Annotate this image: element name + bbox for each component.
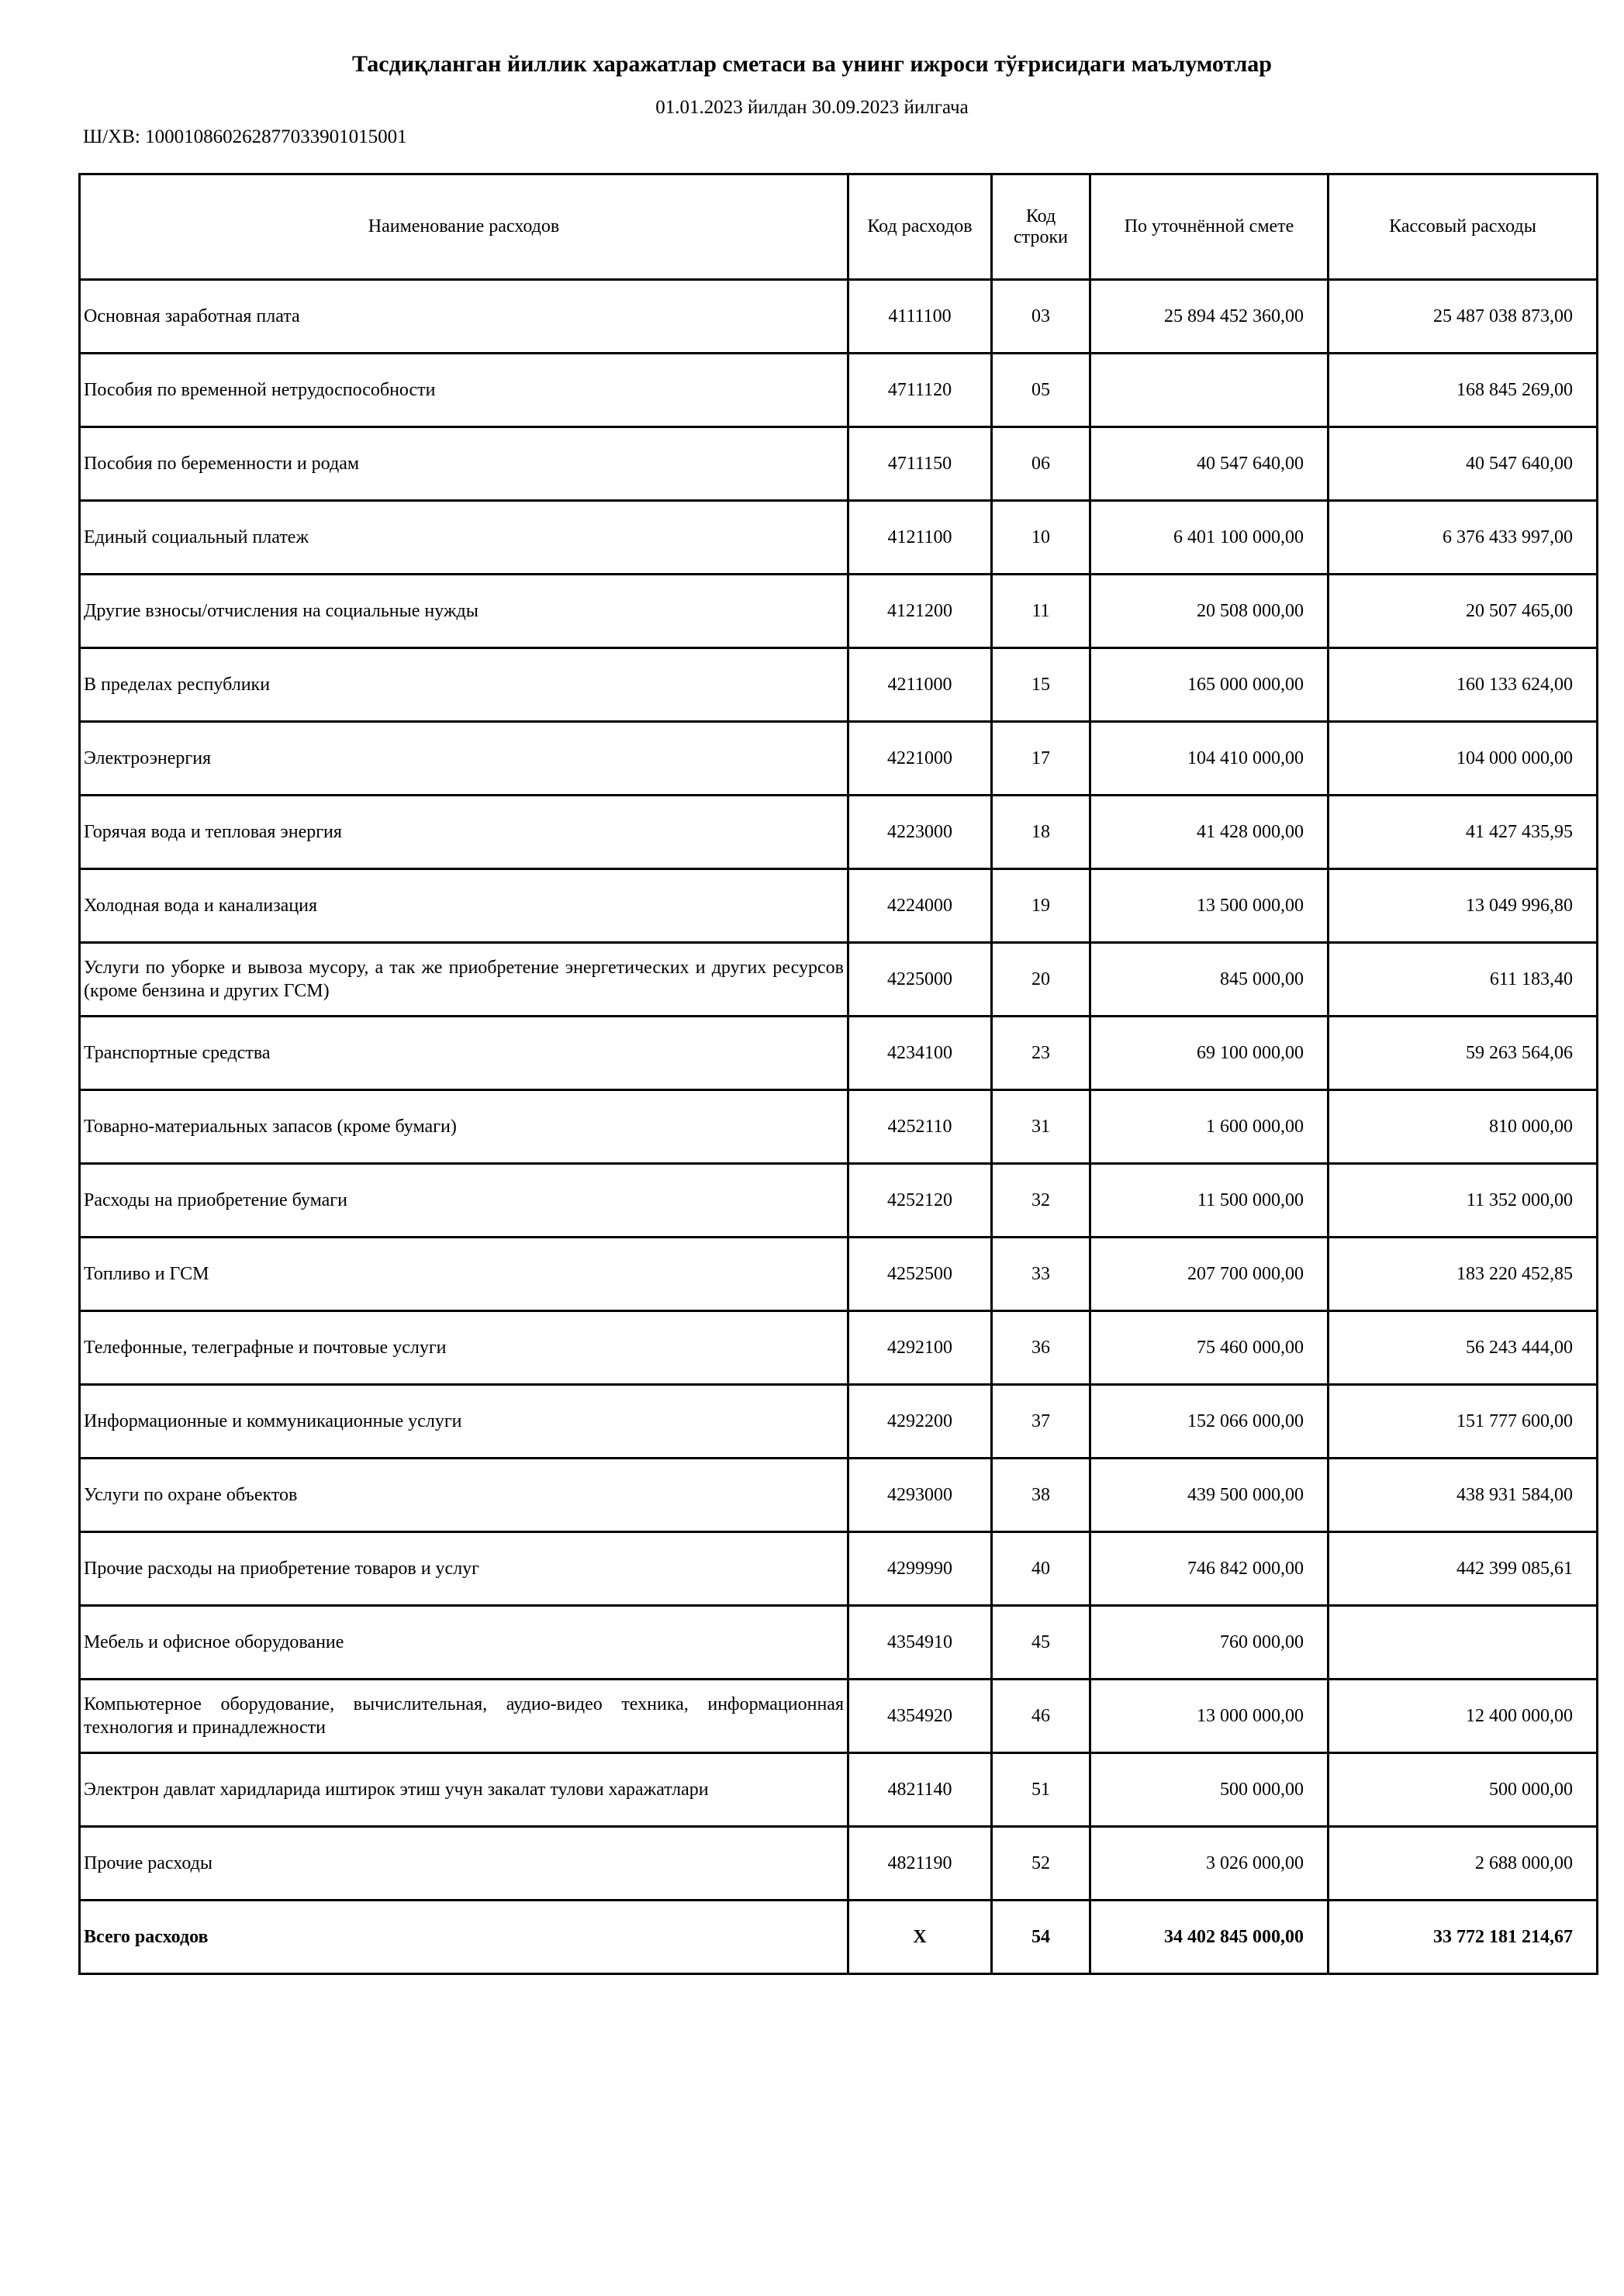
table-row bbox=[80, 575, 1598, 648]
expense-name-cell: Пособия по беременности и родам bbox=[80, 427, 848, 501]
cash-amount-cell: 20 507 465,00 bbox=[1329, 575, 1598, 648]
planned-amount-cell: 104 410 000,00 bbox=[1090, 722, 1329, 796]
table-row bbox=[80, 501, 1598, 575]
planned-amount-cell: 6 401 100 000,00 bbox=[1090, 501, 1329, 575]
planned-amount-cell: 41 428 000,00 bbox=[1090, 796, 1329, 869]
table-row bbox=[80, 1238, 1598, 1311]
expense-name-cell: Электрон давлат харидларида иштирок этиш учун закалат тулови харажатлари bbox=[80, 1753, 848, 1827]
expense-name-cell: Информационные и коммуникационные услуги bbox=[80, 1385, 848, 1459]
planned-amount-cell: 165 000 000,00 bbox=[1090, 648, 1329, 722]
line-code-cell: 11 bbox=[992, 575, 1090, 648]
planned-amount-cell: 152 066 000,00 bbox=[1090, 1385, 1329, 1459]
line-code-cell: 23 bbox=[992, 1017, 1090, 1090]
table-row bbox=[80, 722, 1598, 796]
cash-amount-cell: 183 220 452,85 bbox=[1329, 1238, 1598, 1311]
expense-name-cell: Товарно-материальных запасов (кроме бумаги) bbox=[80, 1090, 848, 1164]
expense-name-cell: Другие взносы/отчисления на социальные нужды bbox=[80, 575, 848, 648]
cash-amount-cell: 500 000,00 bbox=[1329, 1753, 1598, 1827]
expense-code-cell: 4252110 bbox=[848, 1090, 992, 1164]
line-code-cell: 46 bbox=[992, 1680, 1090, 1753]
line-code-cell: 36 bbox=[992, 1311, 1090, 1385]
planned-amount-cell: 13 000 000,00 bbox=[1090, 1680, 1329, 1753]
line-code-cell: 40 bbox=[992, 1532, 1090, 1606]
cash-amount-cell: 160 133 624,00 bbox=[1329, 648, 1598, 722]
line-code-cell: 51 bbox=[992, 1753, 1090, 1827]
expense-code-cell: 4111100 bbox=[848, 280, 992, 354]
line-code-cell: 10 bbox=[992, 501, 1090, 575]
header-name: Наименование расходов bbox=[80, 174, 848, 280]
table-row bbox=[80, 1311, 1598, 1385]
line-code-cell: 52 bbox=[992, 1827, 1090, 1901]
table-row bbox=[80, 1459, 1598, 1532]
expense-code-cell: 4292200 bbox=[848, 1385, 992, 1459]
expense-name-cell: Топливо и ГСМ bbox=[80, 1238, 848, 1311]
expense-code-cell: 4225000 bbox=[848, 943, 992, 1017]
planned-amount-cell: 20 508 000,00 bbox=[1090, 575, 1329, 648]
planned-amount-cell: 13 500 000,00 bbox=[1090, 869, 1329, 943]
line-code-cell: 33 bbox=[992, 1238, 1090, 1311]
cash-amount-cell: 6 376 433 997,00 bbox=[1329, 501, 1598, 575]
cash-amount-cell: 168 845 269,00 bbox=[1329, 354, 1598, 427]
cash-amount-cell: 13 049 996,80 bbox=[1329, 869, 1598, 943]
expense-code-cell: 4221000 bbox=[848, 722, 992, 796]
cash-amount-cell: 11 352 000,00 bbox=[1329, 1164, 1598, 1238]
planned-amount-cell: 11 500 000,00 bbox=[1090, 1164, 1329, 1238]
expense-name-cell: Всего расходов bbox=[80, 1901, 848, 1974]
expense-code-cell: 4711120 bbox=[848, 354, 992, 427]
expense-code-cell: 4252500 bbox=[848, 1238, 992, 1311]
expense-name-cell: Прочие расходы на приобретение товаров и услуг bbox=[80, 1532, 848, 1606]
expense-code-cell: 4821190 bbox=[848, 1827, 992, 1901]
header-line-code-1: Код bbox=[1025, 205, 1056, 226]
report-period: 01.01.2023 йилдан 30.09.2023 йилгача bbox=[655, 97, 969, 118]
line-code-cell: 15 bbox=[992, 648, 1090, 722]
line-code-cell: 18 bbox=[992, 796, 1090, 869]
table-row bbox=[80, 648, 1598, 722]
line-code-cell: 03 bbox=[992, 280, 1090, 354]
table-row bbox=[80, 943, 1598, 1017]
cash-amount-cell bbox=[1329, 1606, 1598, 1680]
table-row bbox=[80, 427, 1598, 501]
planned-amount-cell: 439 500 000,00 bbox=[1090, 1459, 1329, 1532]
line-code-cell: 38 bbox=[992, 1459, 1090, 1532]
expense-name-cell: Единый социальный платеж bbox=[80, 501, 848, 575]
expenses-table bbox=[78, 173, 1598, 1975]
expense-code-cell: 4224000 bbox=[848, 869, 992, 943]
expense-code-cell: 4252120 bbox=[848, 1164, 992, 1238]
cash-amount-cell: 2 688 000,00 bbox=[1329, 1827, 1598, 1901]
planned-amount-cell: 1 600 000,00 bbox=[1090, 1090, 1329, 1164]
header-line-code bbox=[992, 174, 1090, 280]
line-code-cell: 45 bbox=[992, 1606, 1090, 1680]
expense-code-cell: 4711150 bbox=[848, 427, 992, 501]
table-row bbox=[80, 1164, 1598, 1238]
line-code-cell: 05 bbox=[992, 354, 1090, 427]
cash-amount-cell: 33 772 181 214,67 bbox=[1329, 1901, 1598, 1974]
line-code-cell: 17 bbox=[992, 722, 1090, 796]
table-row bbox=[80, 1532, 1598, 1606]
cash-amount-cell: 442 399 085,61 bbox=[1329, 1532, 1598, 1606]
table-row bbox=[80, 1680, 1598, 1753]
planned-amount-cell: 207 700 000,00 bbox=[1090, 1238, 1329, 1311]
table-row bbox=[80, 280, 1598, 354]
total-row bbox=[80, 1901, 1598, 1974]
cash-amount-cell: 104 000 000,00 bbox=[1329, 722, 1598, 796]
planned-amount-cell: 746 842 000,00 bbox=[1090, 1532, 1329, 1606]
cash-amount-cell: 611 183,40 bbox=[1329, 943, 1598, 1017]
cash-amount-cell: 56 243 444,00 bbox=[1329, 1311, 1598, 1385]
cash-amount-cell: 12 400 000,00 bbox=[1329, 1680, 1598, 1753]
expense-name-cell: Горячая вода и тепловая энергия bbox=[80, 796, 848, 869]
planned-amount-cell: 845 000,00 bbox=[1090, 943, 1329, 1017]
table-row bbox=[80, 869, 1598, 943]
line-code-cell: 06 bbox=[992, 427, 1090, 501]
document-title: Тасдиқланган йиллик харажатлар сметаси ва унинг ижроси тўғрисидаги маълумотлар bbox=[351, 51, 1272, 77]
header-line-code-2: строки bbox=[1014, 226, 1068, 247]
planned-amount-cell: 69 100 000,00 bbox=[1090, 1017, 1329, 1090]
cash-amount-cell: 25 487 038 873,00 bbox=[1329, 280, 1598, 354]
cash-amount-cell: 810 000,00 bbox=[1329, 1090, 1598, 1164]
expense-code-cell: 4234100 bbox=[848, 1017, 992, 1090]
expense-name-cell: Компьютерное оборудование, вычислительная, аудио-видео техника, информационная технология и принадлежности bbox=[80, 1680, 848, 1753]
table-header-row bbox=[80, 174, 1598, 280]
line-code-cell: 20 bbox=[992, 943, 1090, 1017]
expense-code-cell: 4121200 bbox=[848, 575, 992, 648]
expense-code-cell: 4121100 bbox=[848, 501, 992, 575]
expense-name-cell: Холодная вода и канализация bbox=[80, 869, 848, 943]
table-row bbox=[80, 1753, 1598, 1827]
expense-name-cell: В пределах республики bbox=[80, 648, 848, 722]
planned-amount-cell: 34 402 845 000,00 bbox=[1090, 1901, 1329, 1974]
expense-name-cell: Прочие расходы bbox=[80, 1827, 848, 1901]
expense-name-cell: Телефонные, телеграфные и почтовые услуги bbox=[80, 1311, 848, 1385]
expense-code-cell: 4821140 bbox=[848, 1753, 992, 1827]
expense-code-cell: 4211000 bbox=[848, 648, 992, 722]
expense-code-cell: X bbox=[848, 1901, 992, 1974]
planned-amount-cell bbox=[1090, 354, 1329, 427]
account-number: Ш/ХВ: 100010860262877033901015001 bbox=[83, 126, 407, 147]
line-code-cell: 54 bbox=[992, 1901, 1090, 1974]
expense-name-cell: Мебель и офисное оборудование bbox=[80, 1606, 848, 1680]
expense-code-cell: 4354910 bbox=[848, 1606, 992, 1680]
cash-amount-cell: 151 777 600,00 bbox=[1329, 1385, 1598, 1459]
expense-code-cell: 4292100 bbox=[848, 1311, 992, 1385]
expense-code-cell: 4354920 bbox=[848, 1680, 992, 1753]
line-code-cell: 31 bbox=[992, 1090, 1090, 1164]
expense-code-cell: 4293000 bbox=[848, 1459, 992, 1532]
cash-amount-cell: 438 931 584,00 bbox=[1329, 1459, 1598, 1532]
planned-amount-cell: 3 026 000,00 bbox=[1090, 1827, 1329, 1901]
table-row bbox=[80, 796, 1598, 869]
expense-name-cell: Электроэнергия bbox=[80, 722, 848, 796]
expense-code-cell: 4299990 bbox=[848, 1532, 992, 1606]
expense-name-cell: Услуги по охране объектов bbox=[80, 1459, 848, 1532]
cash-amount-cell: 40 547 640,00 bbox=[1329, 427, 1598, 501]
planned-amount-cell: 25 894 452 360,00 bbox=[1090, 280, 1329, 354]
table-row bbox=[80, 1017, 1598, 1090]
planned-amount-cell: 75 460 000,00 bbox=[1090, 1311, 1329, 1385]
header-code: Код расходов bbox=[848, 174, 992, 280]
table-row bbox=[80, 354, 1598, 427]
cash-amount-cell: 41 427 435,95 bbox=[1329, 796, 1598, 869]
header-plan: По уточнённой смете bbox=[1090, 174, 1329, 280]
table-row bbox=[80, 1090, 1598, 1164]
planned-amount-cell: 500 000,00 bbox=[1090, 1753, 1329, 1827]
line-code-cell: 19 bbox=[992, 869, 1090, 943]
expense-name-cell: Транспортные средства bbox=[80, 1017, 848, 1090]
table-row bbox=[80, 1606, 1598, 1680]
expense-name-cell: Пособия по временной нетрудоспособности bbox=[80, 354, 848, 427]
expense-code-cell: 4223000 bbox=[848, 796, 992, 869]
table-row bbox=[80, 1385, 1598, 1459]
expense-name-cell: Расходы на приобретение бумаги bbox=[80, 1164, 848, 1238]
line-code-cell: 37 bbox=[992, 1385, 1090, 1459]
expense-name-cell: Услуги по уборке и вывоза мусору, а так же приобретение энергетических и других ресурсов (кроме бензина и других ГСМ) bbox=[80, 943, 848, 1017]
planned-amount-cell: 40 547 640,00 bbox=[1090, 427, 1329, 501]
expense-name-cell: Основная заработная плата bbox=[80, 280, 848, 354]
table-row bbox=[80, 1827, 1598, 1901]
cash-amount-cell: 59 263 564,06 bbox=[1329, 1017, 1598, 1090]
header-cash: Кассовый расходы bbox=[1329, 174, 1598, 280]
line-code-cell: 32 bbox=[992, 1164, 1090, 1238]
planned-amount-cell: 760 000,00 bbox=[1090, 1606, 1329, 1680]
